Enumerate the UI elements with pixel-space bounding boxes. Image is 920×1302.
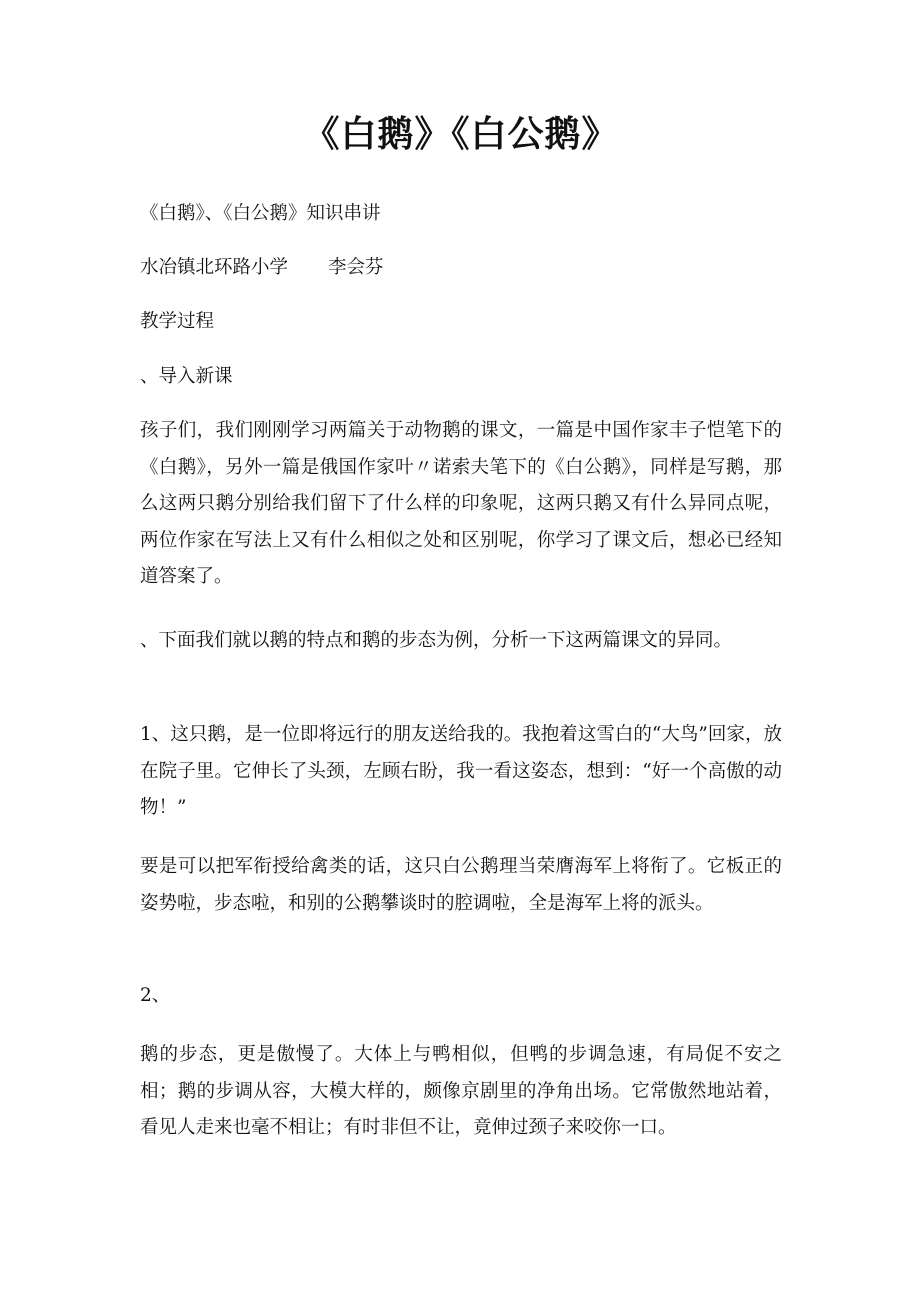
- page-title: 《白鹅》《白公鹅》: [303, 113, 619, 155]
- section-heading-intro: 、导入新课: [140, 366, 233, 387]
- paragraph-general: 要是可以把军衔授给禽类的话，这只白公鹅理当荣膺海军上将衔了。它板正的姿势啦，步态啦，和别的公鹅攀谈时的腔调啦，全是海军上将的派头。: [140, 856, 782, 914]
- author-name: 李会芬: [328, 257, 384, 278]
- paragraph-gait: 鹅的步态，更是傲慢了。大体上与鸭相似，但鸭的步调急速，有局促不安之相；鹅的步调从容，大模大样的，颇像京剧里的净角出场。它常傲然地站着，看见人走来也毫不相让；有时非但不让，竟伸过颈子来咬你一口。: [140, 1044, 782, 1139]
- paragraph-intro: 孩子们，我们刚刚学习两篇关于动物鹅的课文，一篇是中国作家丰子恺笔下的《白鹅》，另外一篇是俄国作家叶〃诺索夫笔下的《白公鹅》，同样是写鹅，那么这两只鹅分别给我们留下了什么样的印象呢，这两只鹅又有什么异同点呢，两位作家在写法上又有什么相似之处和区别呢，你学习了课文后，想必已经知道答案了。: [140, 420, 782, 588]
- paragraph-1: 1、这只鹅，是一位即将远行的朋友送给我的。我抱着这雪白的“大鸟”回家，放在院子里。它伸长了头颈，左顾右盼，我一看这姿态，想到：“好一个高傲的动物！”: [140, 724, 782, 819]
- author-school: 水冶镇北环路小学: [140, 257, 289, 278]
- subtitle: 《白鹅》、《白公鹅》知识串讲: [140, 203, 381, 224]
- paragraph-2-label: 2、: [140, 985, 171, 1006]
- paragraph-analysis: 、下面我们就以鹅的特点和鹅的步态为例，分析一下这两篇课文的异同。: [140, 630, 733, 651]
- section-heading-teaching: 教学过程: [140, 311, 215, 332]
- author-line: [140, 250, 782, 287]
